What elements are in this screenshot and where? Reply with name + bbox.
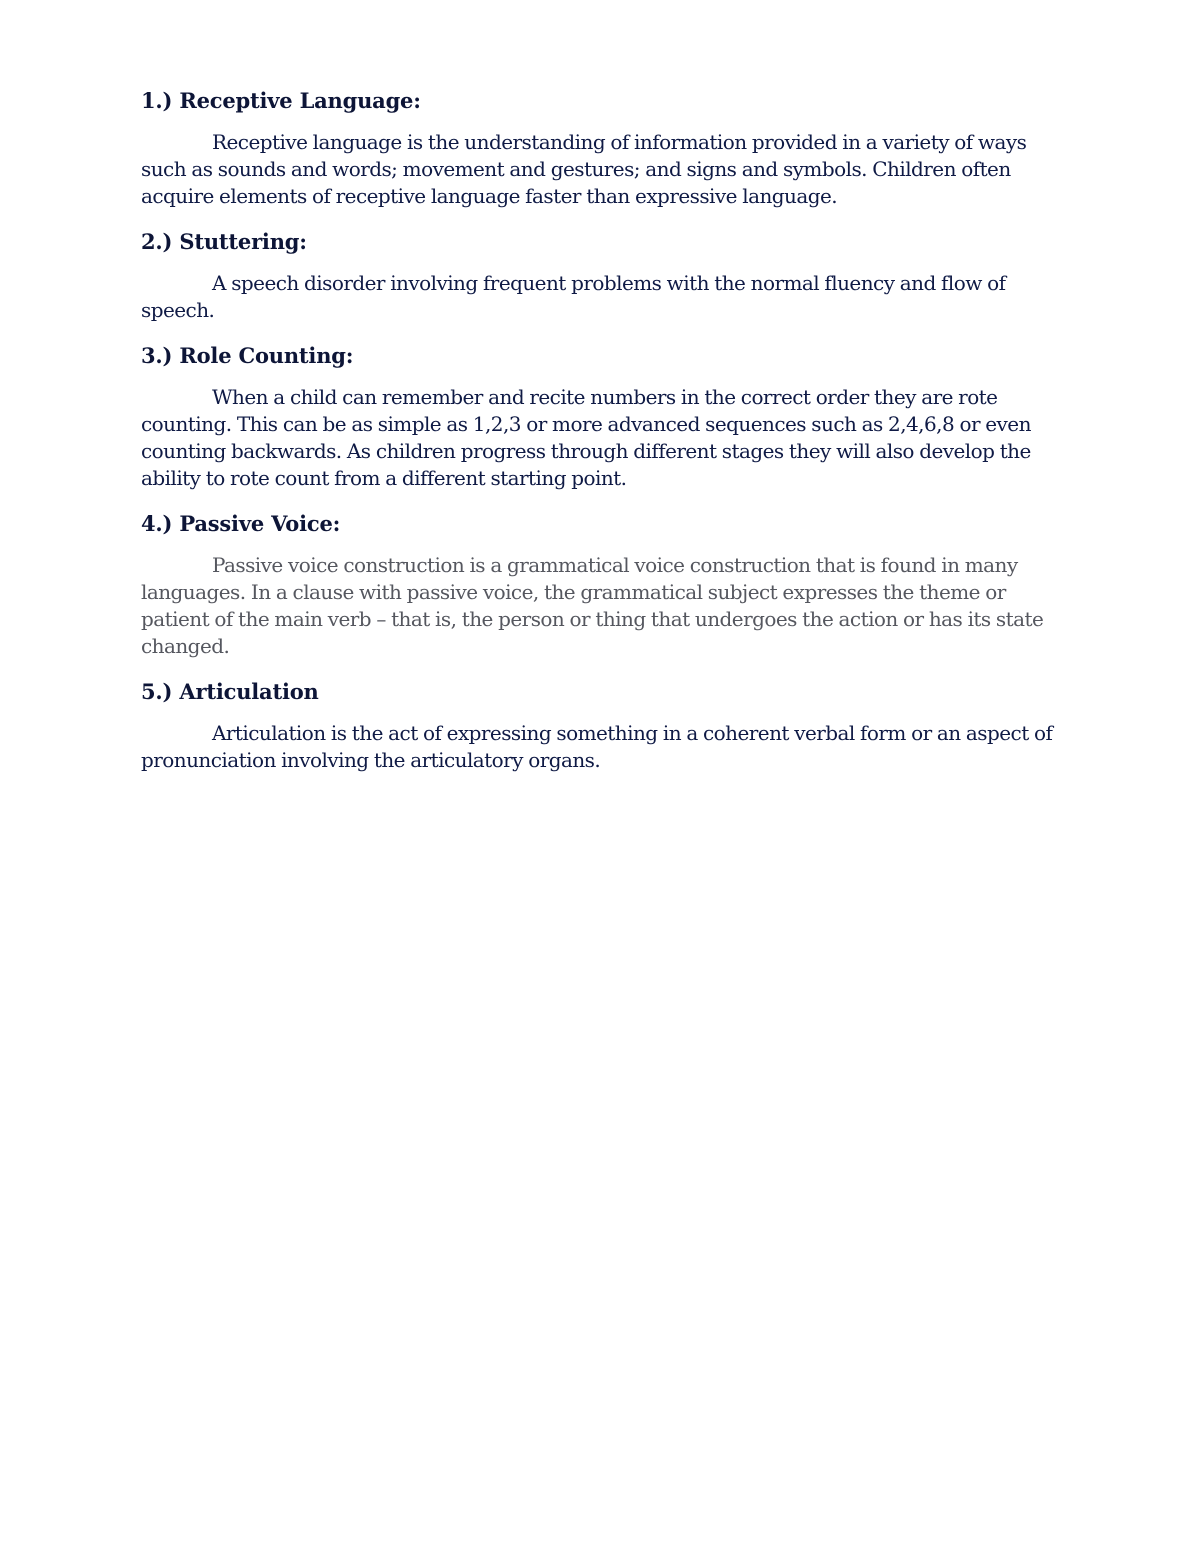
term-definition: Articulation is the act of expressing something in a coherent verbal form or an aspect of pronunciation involving the articulatory organs. xyxy=(141,721,1053,772)
term-definition: When a child can remember and recite numbers in the correct order they are rote counting. This can be as simple as 1,2,3 or more advanced sequences such as 2,4,6,8 or even counting backwards. As children progress through different stages they will also develop the ability to rote count from a different starting point. xyxy=(141,385,1031,490)
term-definition: A speech disorder involving frequent problems with the normal fluency and flow of speech. xyxy=(141,271,1006,322)
term-definition: Passive voice construction is a grammatical voice construction that is found in many languages. In a clause with passive voice, the grammatical subject expresses the theme or patient of the main verb – that is, the person or thing that undergoes the action or has its state changed. xyxy=(141,553,1044,658)
entry-passive-voice xyxy=(141,509,1061,660)
term-heading: 5.) Articulation xyxy=(141,679,319,704)
entry-stuttering xyxy=(141,227,1061,324)
term-definition: Receptive language is the understanding of information provided in a variety of ways such as sounds and words; movement and gestures; and signs and symbols. Children often acquire elements of receptive language faster than expressive language. xyxy=(141,130,1027,208)
term-heading: 4.) Passive Voice: xyxy=(141,511,341,536)
entry-receptive-language xyxy=(141,86,1061,210)
entry-articulation xyxy=(141,677,1061,774)
term-heading: 3.) Role Counting: xyxy=(141,343,354,368)
document-page xyxy=(141,86,1061,791)
entry-role-counting xyxy=(141,341,1061,492)
term-heading: 1.) Receptive Language: xyxy=(141,88,421,113)
term-heading: 2.) Stuttering: xyxy=(141,229,307,254)
